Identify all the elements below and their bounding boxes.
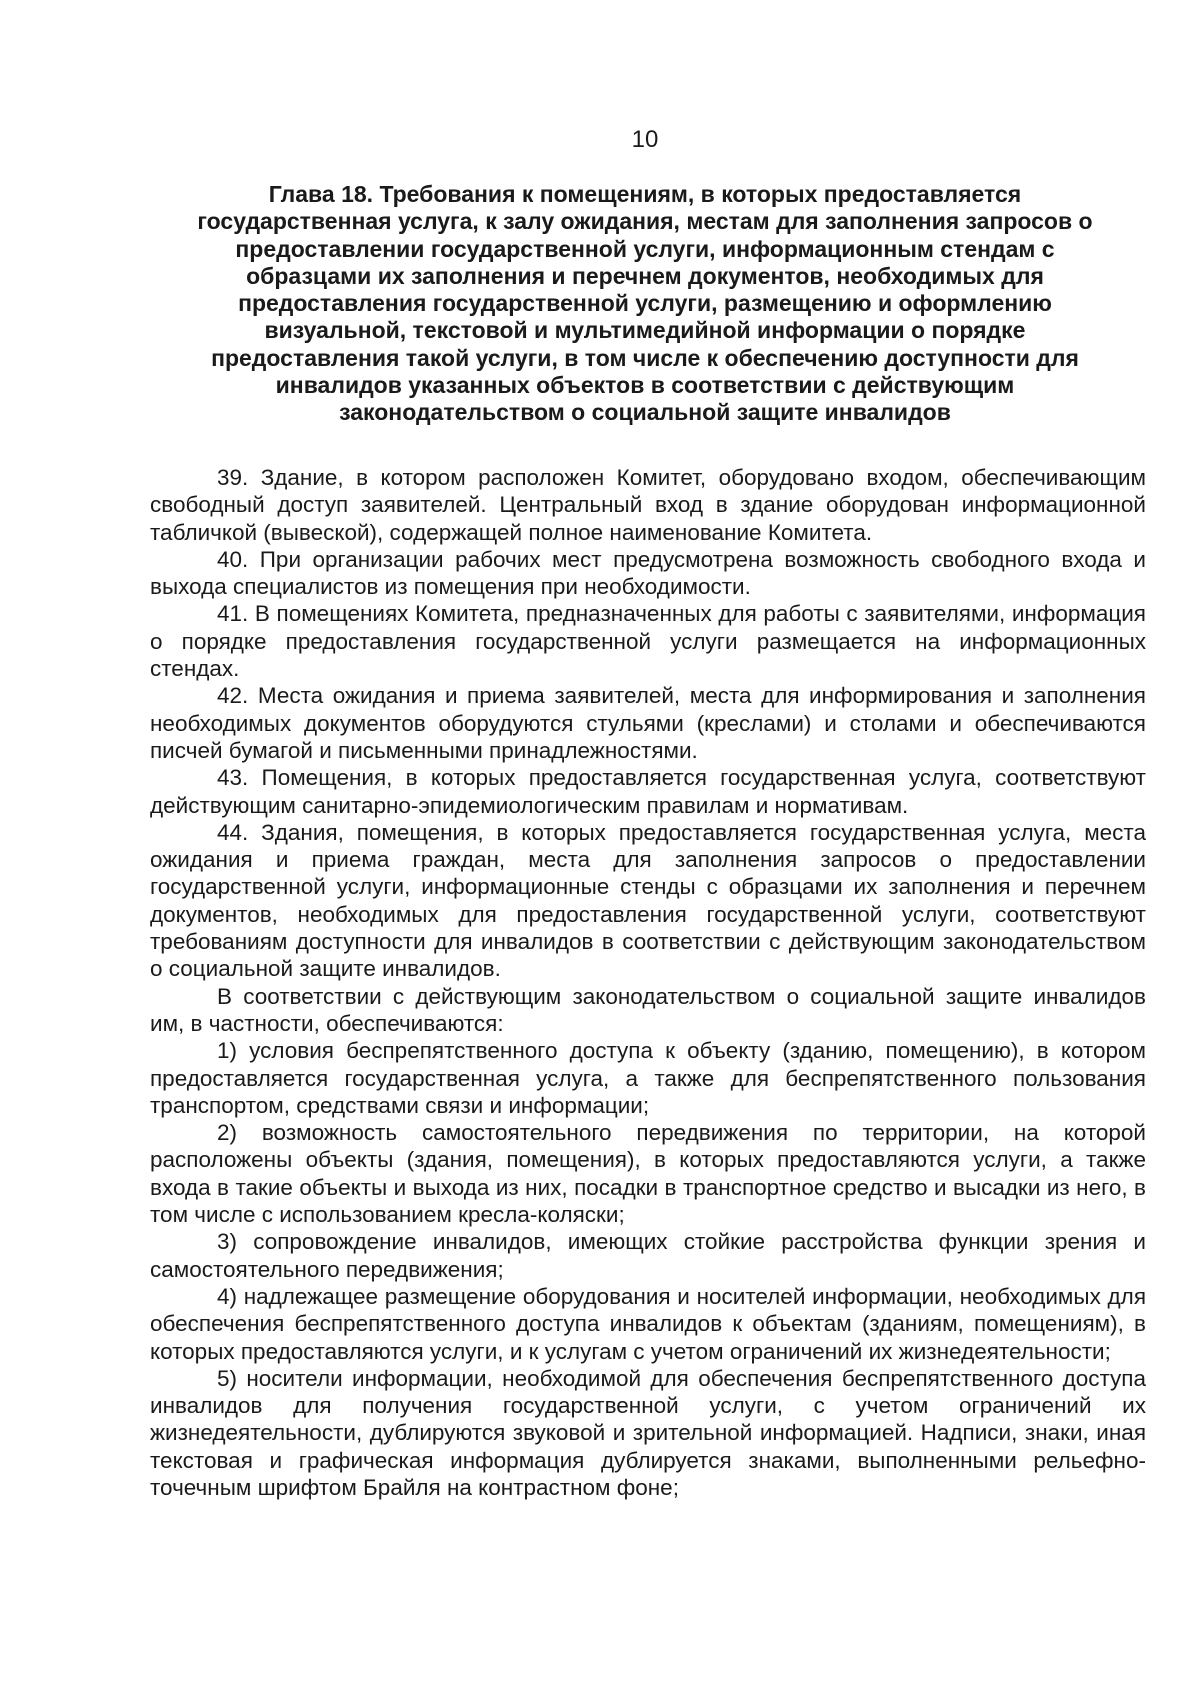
list-item-1: 1) условия беспрепятственного доступа к объекту (зданию, помещению), в котором предоставляется государственная услуга, а также для беспрепятственного пользования транспортом, средствами связи и информации; — [150, 1038, 1146, 1118]
list-item-4: 4) надлежащее размещение оборудования и носителей информации, необходимых для обеспечения беспрепятственного доступа инвалидов к объектам (зданиям, помещениям), в которых предоставляются услуги, и к услугам с учетом ограничений их жизнедеятельности; — [150, 1283, 1146, 1364]
body-text — [150, 464, 1146, 1501]
paragraph-44: 44. Здания, помещения, в которых предоставляется государственная услуга, места ожидания и приема граждан, места для заполнения запросов о предоставлении государственной услуги, информационные стенды с образцами их заполнения и перечнем документов, необходимых для предоставления государственной услуги, соответствуют требованиям доступности для инвалидов в соответствии с действующим законодательством о социальной защите инвалидов. — [150, 819, 1146, 982]
chapter-heading: Глава 18. Требования к помещениям, в которых предоставляется государственная услуга, к залу ожидания, местам для заполнения запросов о предоставлении государственной услуги, информационным стендам с образцами их заполнения и перечнем документов, необходимых для предоставления государственной услуги, размещению и оформлению визуальной, текстовой и мультимедийной информации о порядке предоставления такой услуги, в том числе к обеспечению доступности для инвалидов указанных объектов в соответствии с действующим законодательством о социальной защите инвалидов — [197, 181, 1093, 426]
page-number: 10 — [631, 126, 659, 153]
paragraph-41: 41. В помещениях Комитета, предназначенных для работы с заявителями, информация о порядке предоставления государственной услуги размещается на информационных стендах. — [150, 601, 1146, 682]
paragraph-42: 42. Места ожидания и приема заявителей, места для информирования и заполнения необходимых документов оборудуются стульями (креслами) и столами и обеспечиваются писчей бумагой и письменными принадлежностями. — [150, 683, 1146, 763]
paragraph-39: 39. Здание, в котором расположен Комитет, оборудовано входом, обеспечивающим свободный доступ заявителей. Центральный вход в здание оборудован информационной табличкой (вывеской), содержащей полное наименование Комитета. — [150, 465, 1146, 545]
paragraph-accessibility-intro: В соответствии с действующим законодательством о социальной защите инвалидов им, в частности, обеспечиваются: — [150, 983, 1146, 1036]
list-item-5: 5) носители информации, необходимой для обеспечения беспрепятственного доступа инвалидов для получения государственной услуги, с учетом ограничений их жизнедеятельности, дублируются звуковой и зрительной информацией. Надписи, знаки, иная текстовая и графическая информация дублируется знаками, выполненными рельефно-точечным шрифтом Брайля на контрастном фоне; — [150, 1365, 1146, 1500]
list-item-3: 3) сопровождение инвалидов, имеющих стойкие расстройства функции зрения и самостоятельного передвижения; — [150, 1229, 1146, 1282]
list-item-2: 2) возможность самостоятельного передвижения по территории, на которой расположены объекты (здания, помещения), в которых предоставляются услуги, а также входа в такие объекты и выхода из них, посадки в транспортное средство и высадки из него, в том числе с использованием кресла-коляски; — [150, 1120, 1146, 1228]
paragraph-43: 43. Помещения, в которых предоставляется государственная услуга, соответствуют действующим санитарно-эпидемиологическим правилам и нормативам. — [150, 765, 1146, 818]
paragraph-40: 40. При организации рабочих мест предусмотрена возможность свободного входа и выхода специалистов из помещения при необходимости. — [150, 546, 1146, 600]
